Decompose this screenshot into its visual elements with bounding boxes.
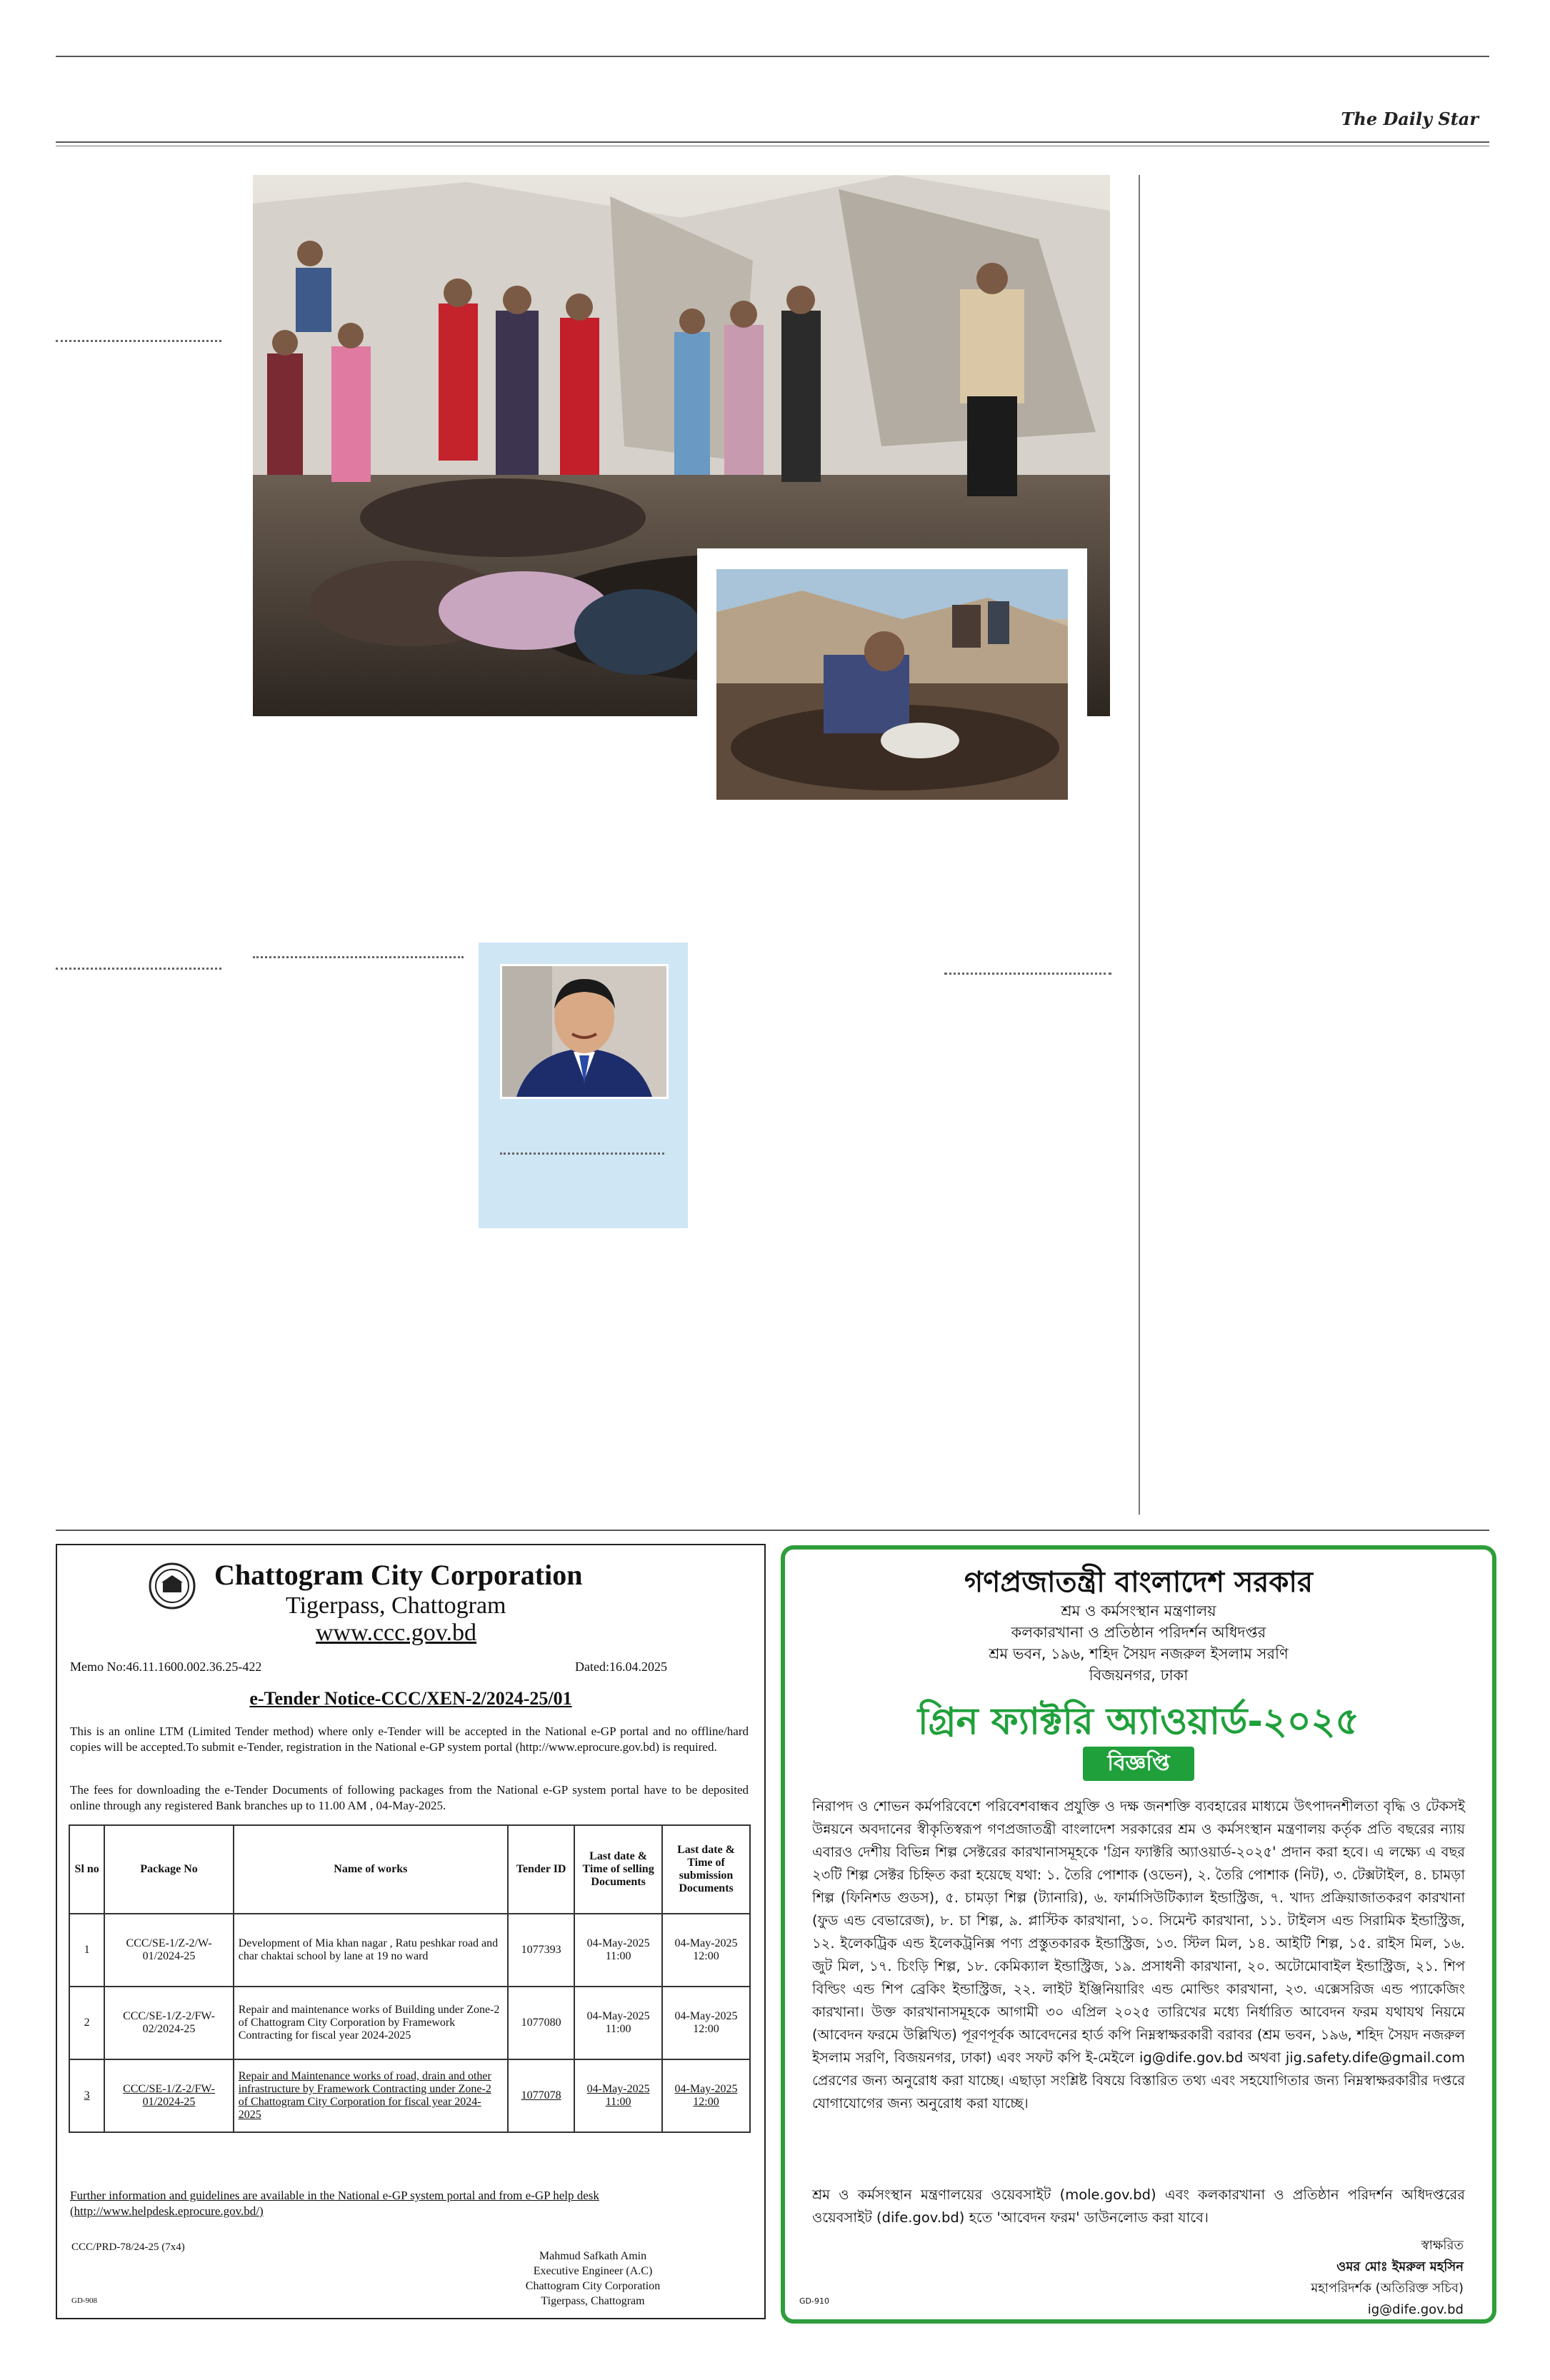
notice-title: e-Tender Notice-CCC/XEN-2/2024-25/01 bbox=[249, 1688, 572, 1709]
cell-package: CCC/SE-1/Z-2/FW-01/2024-25 bbox=[104, 2059, 233, 2132]
table-row bbox=[69, 1987, 750, 2059]
cell-tender-id: 1077078 bbox=[508, 2059, 574, 2132]
cell-sl: 1 bbox=[69, 1914, 104, 1987]
top-rule bbox=[56, 56, 1489, 57]
ministry-name: শ্রম ও কর্মসংস্থান মন্ত্রণালয় bbox=[1061, 1602, 1216, 1620]
cell-sl: 2 bbox=[69, 1987, 104, 2059]
tender-notice-ad bbox=[56, 1544, 766, 2319]
col-tender-id: Tender ID bbox=[508, 1825, 574, 1914]
cell-package: CCC/SE-1/Z-2/W-01/2024-25 bbox=[104, 1914, 233, 1987]
download-info: শ্রম ও কর্মসংস্থান মন্ত্রণালয়ের ওয়েবসাইট (mole.gov.bd) এবং কলকারখানা ও প্রতিষ্ঠান পরিদর্শন অধিদপ্তরের ওয়েবসাইট (dife.gov.bd) হতে 'আবেদন ফরম' ডাউনলোড করা যাবে। bbox=[812, 2186, 1465, 2226]
cell-works: Repair and maintenance works of Building under Zone-2 of Chattogram City Corporation by Framework Contracting for fiscal year 2024-2025 bbox=[234, 1987, 508, 2059]
further-info: Further information and guidelines are available in the National e-GP system portal and from e-GP help desk (http://www.helpdesk.eprocure.gov.bd/) bbox=[70, 2189, 599, 2218]
table-row bbox=[69, 1914, 750, 1987]
org-location: Tigerpass, Chattogram bbox=[286, 1592, 506, 1619]
cell-works: Repair and Maintenance works of road, drain and other infrastructure by Framework Contracting under Zone-2 of Chattogram City Corporation for fiscal year 2024-2025 bbox=[234, 2059, 508, 2132]
cell-selling-date: 04-May-2025 11:00 bbox=[574, 1987, 662, 2059]
inset-photo bbox=[716, 569, 1068, 800]
signer-title: Executive Engineer (A.C) bbox=[533, 2265, 653, 2277]
corporation-seal-icon bbox=[149, 1562, 196, 1610]
cell-tender-id: 1077393 bbox=[508, 1914, 574, 1987]
cell-submission-date: 04-May-2025 12:00 bbox=[662, 1987, 750, 2059]
col-submission-date: Last date & Time of submission Documents bbox=[662, 1825, 750, 1914]
dotted-rule bbox=[253, 956, 464, 958]
government-title: গণপ্রজাতন্ত্রী বাংলাদেশ সরকার bbox=[964, 1566, 1313, 1599]
prd-reference: CCC/PRD-78/24-25 (7x4) bbox=[71, 2241, 185, 2253]
notice-paragraph-2: The fees for downloading the e-Tender Documents of following packages from the National e-GP system portal have to be deposited online through any registered Bank branches up to 11.00 AM , 04-May-2025. bbox=[70, 1783, 749, 1812]
table-row bbox=[69, 2059, 750, 2132]
cell-selling-date: 04-May-2025 11:00 bbox=[574, 1914, 662, 1987]
office-city: বিজয়নগর, ঢাকা bbox=[1089, 1667, 1189, 1684]
gd-code: GD-908 bbox=[71, 2296, 98, 2305]
green-factory-award-ad bbox=[781, 1545, 1496, 2324]
notice-paragraph-1: This is an online LTM (Limited Tender method) where only e-Tender will be accepted in the National e-GP portal and no offline/hard copies will be accepted.To submit e-Tender, registration in the National e-GP system portal (http://www.eprocure.gov.bd) is required. bbox=[70, 1724, 749, 1754]
cell-submission-date: 04-May-2025 12:00 bbox=[662, 2059, 750, 2132]
dotted-rule bbox=[500, 1153, 664, 1155]
cell-sl: 3 bbox=[69, 2059, 104, 2132]
tender-table bbox=[69, 1824, 751, 2133]
cell-works: Development of Mia khan nagar , Ratu peshkar road and char chaktai school by lane at 19 no ward bbox=[234, 1914, 508, 1987]
col-package: Package No bbox=[104, 1825, 233, 1914]
col-selling-date: Last date & Time of selling Documents bbox=[574, 1825, 662, 1914]
memo-number: Memo No:46.11.1600.002.36.25-422 bbox=[70, 1660, 262, 1674]
office-address: শ্রম ভবন, ১৯৬, শহিদ সৈয়দ নজরুল ইসলাম সরণি bbox=[989, 1645, 1289, 1662]
cell-submission-date: 04-May-2025 12:00 bbox=[662, 1914, 750, 1987]
signer-name: ওমর মোঃ ইমরুল মহসিন bbox=[1336, 2259, 1464, 2274]
memo-date: Dated:16.04.2025 bbox=[575, 1660, 667, 1674]
signed-label: স্বাক্ষরিত bbox=[1421, 2238, 1464, 2253]
cell-tender-id: 1077080 bbox=[508, 1987, 574, 2059]
cell-package: CCC/SE-1/Z-2/FW-02/2024-25 bbox=[104, 1987, 233, 2059]
signer-email: ig@dife.gov.bd bbox=[1367, 2302, 1464, 2317]
col-sl: Sl no bbox=[69, 1825, 104, 1914]
gd-code: GD-910 bbox=[799, 2296, 829, 2306]
header-rule bbox=[56, 141, 1489, 143]
signer-org: Chattogram City Corporation bbox=[525, 2280, 661, 2292]
table-header-row bbox=[69, 1825, 750, 1914]
signer-name: Mahmud Safkath Amin bbox=[539, 2250, 647, 2262]
org-name: Chattogram City Corporation bbox=[214, 1559, 583, 1591]
ad-separator-rule bbox=[56, 1530, 1489, 1531]
org-website: www.ccc.gov.bd bbox=[316, 1620, 477, 1646]
department-name: কলকারখানা ও প্রতিষ্ঠান পরিদর্শন অধিদপ্তর bbox=[1011, 1624, 1266, 1641]
dotted-rule bbox=[944, 973, 1111, 975]
dotted-rule bbox=[56, 340, 221, 342]
col-works: Name of works bbox=[234, 1825, 508, 1914]
masthead: The Daily Star bbox=[1341, 109, 1479, 129]
signature-block bbox=[486, 2249, 700, 2309]
portrait-photo bbox=[500, 964, 669, 1099]
signer-designation: মহাপরিদর্শক (অতিরিক্ত সচিব) bbox=[1311, 2281, 1464, 2296]
award-title: গ্রিন ফ্যাক্টরি অ্যাওয়ার্ড-২০২৫ bbox=[917, 1700, 1360, 1743]
notice-badge: বিজ্ঞপ্তি bbox=[1083, 1747, 1194, 1781]
signer-place: Tigerpass, Chattogram bbox=[541, 2295, 645, 2307]
award-notice-body: নিরাপদ ও শোভন কর্মপরিবেশে পরিবেশবান্ধব প্রযুক্তি ও দক্ষ জনশক্তি ব্যবহারের মাধ্যমে উৎপাদনশীলতা বৃদ্ধি ও টেকসই উন্নয়নে অবদানের স্বীকৃতিস্বরূপ গণপ্রজাতন্ত্রী বাংলাদেশ সরকারের শ্রম ও কর্মসংস্থান মন্ত্রণালয় কর্তৃক প্রতি বছরের ন্যায় এবারও দেশীয় বিভিন্ন শিল্প সেক্টরের কারখানাসমূহকে 'গ্রিন ফ্যাক্টরি অ্যাওয়ার্ড-২০২৫' প্রদান করা হবে। এ লক্ষ্যে এ বছর ২৩টি শিল্প সেক্টর চিহ্নিত করা হয়েছে যথা: ১. তৈরি পোশাক (ওভেন), ২. তৈরি পোশাক (নিট), ৩. টেক্সটাইল, ৪. চামড়া শিল্প (ফিনিশড গুডস), ৫. চামড়া শিল্প (ট্যানারি), ৬. ফার্মাসিউটিক্যাল ইন্ডাস্ট্রিজ, ৭. খাদ্য প্রক্রিয়াজাতকরণ কারখানা (ফুড এন্ড বেভারেজ), ৮. চা শিল্প, ৯. প্লাস্টিক কারখানা, ১০. সিমেন্ট কারখানা, ১১. টাইলস এন্ড সিরামিক ইন্ডাস্ট্রিজ, ১২. ইলেকট্রিক এন্ড ইলেকট্রনিক্স পণ্য প্রস্তুতকারক ইন্ডাস্ট্রিজ, ১৩. স্টিল মিল, ১৪. আইটি শিল্প, ১৫. রাইস মিল, ১৬. জুট মিল, ১৭. চিংড়ি শিল্প, ১৮. কেমিক্যাল ইন্ডাস্ট্রিজ, ১৯. প্রসাধনী কারখানা, ২০. অটোমোবাইল ইন্ডাস্ট্রিজ, ২১. শিপ বিল্ডিং এন্ড শিপ ব্রেকিং ইন্ডাস্ট্রিজ, ২২. লাইট ইঞ্জিনিয়ারিং এন্ড মোল্ডিং কারখানা, ২৩. এক্সেসরিজ এন্ড প্যাকেজিং কারখানা। উক্ত কারখানাসমূহকে আগামী ৩০ এপ্রিল ২০২৫ তারিখের মধ্যে নির্ধারিত আবেদন ফরম যথাযথ নিয়মে (আবেদন ফরমে উল্লিখিত) পূরণপূর্বক আবেদনের হার্ড কপি নিম্নস্বাক্ষরকারী বরাবর (শ্রম ভবন, ১৯৬, শহিদ সৈয়দ নজরুল ইসলাম সরণি, বিজয়নগর, ঢাকা) এবং সফট কপি ই-মেইলে ig@dife.gov.bd অথবা jig.safety.dife@gmail.com প্রেরণের জন্য অনুরোধ করা যাচ্ছে। এছাড়া সংশ্লিষ্ট বিষয়ে বিস্তারিত তথ্য এবং সহযোগিতার জন্য নিম্নস্বাক্ষরকারীর দপ্তরে যোগাযোগের জন্য অনুরোধ করা যাচ্ছে। bbox=[812, 1798, 1465, 2112]
column-divider bbox=[1139, 175, 1140, 1515]
dotted-rule bbox=[56, 968, 221, 970]
cell-selling-date: 04-May-2025 11:00 bbox=[574, 2059, 662, 2132]
